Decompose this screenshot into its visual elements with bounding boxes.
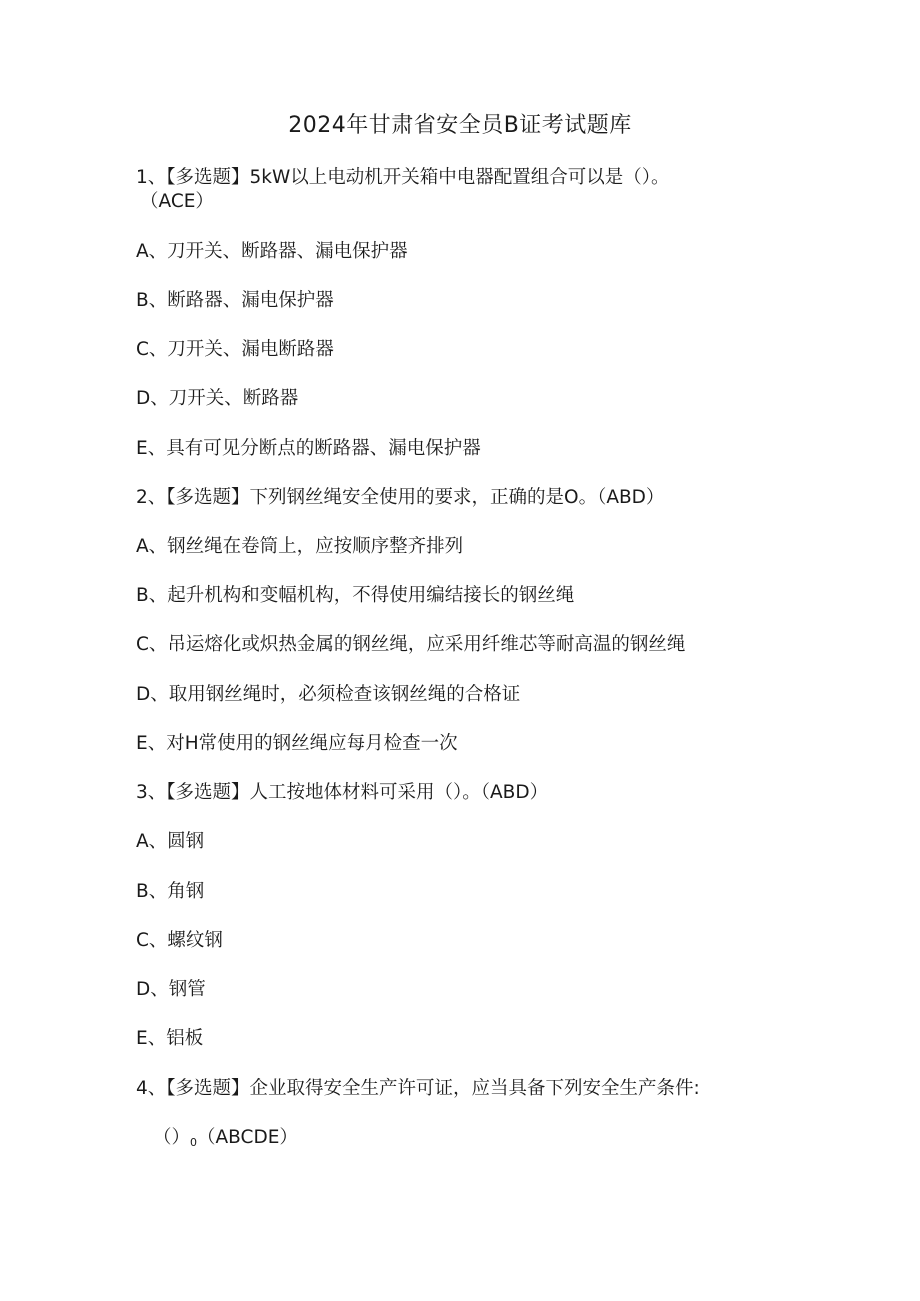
question-1-option-a: A、刀开关、断路器、漏电保护器: [136, 241, 408, 262]
question-3-option-b: B、角钢: [136, 881, 205, 902]
question-4-blank: （）: [153, 1127, 191, 1148]
question-3-option-d: D、钢管: [136, 979, 206, 1000]
question-3-option-e: E、铝板: [136, 1028, 204, 1049]
question-1-stem: 1、【多选题】5kW以上电动机开关箱中电器配置组合可以是（）。: [136, 167, 670, 188]
question-2-stem: 2、【多选题】下列钢丝绳安全使用的要求，正确的是O。（ABD）: [136, 487, 665, 508]
question-4-stem: 4、【多选题】企业取得安全生产许可证，应当具备下列安全生产条件:: [136, 1078, 700, 1099]
question-1-answer: （ACE）: [140, 191, 214, 212]
question-3-option-c: C、螺纹钢: [136, 930, 223, 951]
question-2-option-b: B、起升机构和变幅机构，不得使用编结接长的钢丝绳: [136, 585, 575, 606]
question-1-option-b: B、断路器、漏电保护器: [136, 290, 334, 311]
question-4-answer: （ABCDE）: [197, 1127, 298, 1148]
question-1-option-d: D、刀开关、断路器: [136, 388, 299, 409]
page-title: 2024年甘肃省安全员B证考试题库: [288, 113, 632, 138]
question-3-stem: 3、【多选题】人工按地体材料可采用（）。（ABD）: [136, 782, 549, 803]
question-2-option-e: E、对H常使用的钢丝绳应每月检查一次: [136, 733, 458, 754]
question-2-option-d: D、取用钢丝绳时，必须检查该钢丝绳的合格证: [136, 684, 521, 705]
question-4-subscript: 0: [190, 1136, 198, 1149]
question-2-option-a: A、钢丝绳在卷筒上，应按顺序整齐排列: [136, 536, 464, 557]
question-3-option-a: A、圆钢: [136, 831, 205, 852]
question-1-option-c: C、刀开关、漏电断路器: [136, 339, 334, 360]
question-1-option-e: E、具有可见分断点的断路器、漏电保护器: [136, 438, 481, 459]
question-2-option-c: C、吊运熔化或炽热金属的钢丝绳，应采用纤维芯等耐高温的钢丝绳: [136, 634, 686, 655]
question-4-answer-line: [153, 1123, 298, 1158]
